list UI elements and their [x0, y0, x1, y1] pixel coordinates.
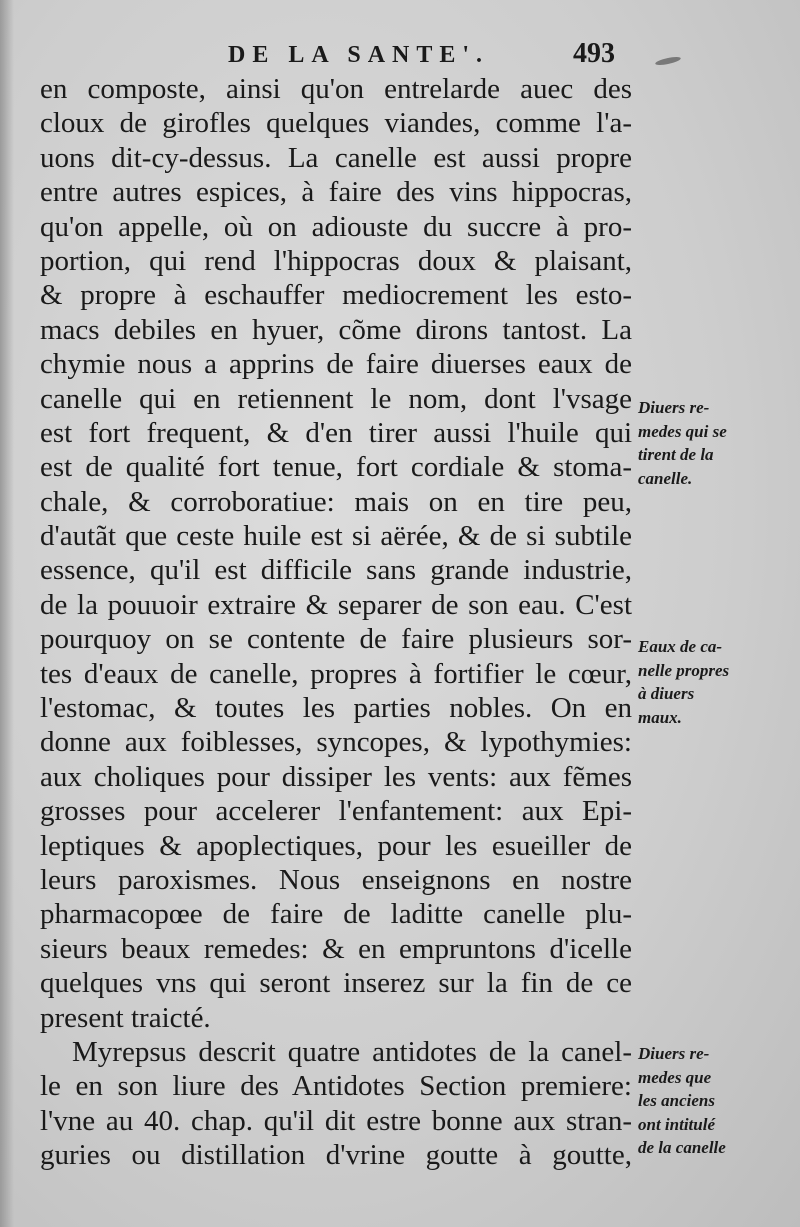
text-line: qu'on appelle, où on adiouste du succre à pro- [40, 210, 632, 243]
text-line: essence, qu'il est difficile sans grande industrie, [40, 554, 632, 587]
text-line: l'estomac, & toutes les parties nobles. On en [40, 692, 632, 725]
text-line: guries ou distillation d'vrine goutte à goutte, [40, 1139, 632, 1172]
text-line: leptiques & apoplectiques, pour les esueiller de [40, 829, 632, 862]
text-line: leurs paroxismes. Nous enseignons en nostre [40, 863, 632, 896]
margin-note-ancients [638, 1042, 766, 1160]
margin-note-line: canelle. [638, 468, 693, 488]
margin-note-remedies [638, 396, 766, 490]
text-line: uons dit-cy-dessus. La canelle est aussi propre [40, 141, 632, 174]
text-line: tes d'eaux de canelle, propres à fortifier le cœur, [40, 657, 632, 690]
margin-note-line: Diuers re- [638, 1044, 710, 1063]
margin-note-line: Diuers re- [638, 398, 710, 417]
text-line: le en son liure des Antidotes Section premiere: [40, 1070, 632, 1103]
text-line: portion, qui rend l'hippocras doux & plaisant, [40, 244, 632, 277]
text-line: chymie nous a apprins de faire diuerses eaux de [40, 348, 632, 381]
text-line: l'vne au 40. chap. qu'il dit estre bonne aux stran- [40, 1104, 632, 1137]
margin-note-line: maux. [638, 707, 682, 727]
running-head: DE LA SANTE'. [228, 42, 490, 68]
margin-note-waters [638, 635, 766, 729]
text-line: est fort frequent, & d'en tirer aussi l'huile qui [40, 416, 632, 449]
text-line: present traicté. [40, 1001, 211, 1034]
text-line: donne aux foiblesses, syncopes, & lypothymies: [40, 726, 632, 759]
text-line: est de qualité fort tenue, fort cordiale & stoma- [40, 451, 632, 484]
ink-smudge [655, 55, 682, 66]
page-number: 493 [573, 38, 615, 69]
text-line: entre autres espices, à faire des vins hippocras, [40, 176, 632, 209]
text-line: Myrepsus descrit quatre antidotes de la canel- [72, 1035, 632, 1068]
text-line: de la pouuoir extraire & separer de son eau. C'est [40, 588, 632, 621]
text-line: canelle qui en retiennent le nom, dont l'vsage [40, 382, 632, 415]
text-line: chale, & corroboratiue: mais on en tire peu, [40, 485, 632, 518]
text-line: en composte, ainsi qu'on entrelarde auec des [40, 73, 632, 105]
margin-note-line: Eaux de ca- [638, 637, 723, 656]
margin-note-line: tirent de la [638, 445, 714, 464]
text-line: quelques vns qui seront inserez sur la fin de ce [40, 967, 632, 1000]
text-line: macs debiles en hyuer, cõme dirons tantost. La [40, 313, 632, 346]
text-line: grosses pour accelerer l'enfantement: aux Epi- [40, 795, 632, 828]
margin-note-line: nelle propres [638, 660, 730, 680]
margin-note-line: à diuers [638, 684, 695, 703]
text-line: sieurs beaux remedes: & en empruntons d'icelle [40, 932, 632, 965]
text-line: aux choliques pour dissiper les vents: aux fẽmes [40, 760, 632, 793]
body-text [40, 72, 632, 1173]
margin-note-line: de la canelle [638, 1138, 726, 1157]
text-line: cloux de girofles quelques viandes, comme l'a- [40, 107, 632, 140]
text-line: d'autãt que ceste huile est si aërée, & de si subtile [40, 520, 632, 553]
margin-note-line: medes qui se [638, 421, 727, 441]
page-gutter-shadow [0, 0, 14, 1227]
text-line: & propre à eschauffer mediocrement les esto- [40, 279, 632, 312]
text-line: pourquoy on se contente de faire plusieurs sor- [40, 623, 632, 656]
text-line: pharmacopœe de faire de laditte canelle plu- [40, 898, 632, 931]
margin-note-line: ont intitulé [638, 1114, 715, 1134]
margin-note-line: medes que [638, 1067, 712, 1087]
margin-note-line: les anciens [638, 1091, 715, 1110]
